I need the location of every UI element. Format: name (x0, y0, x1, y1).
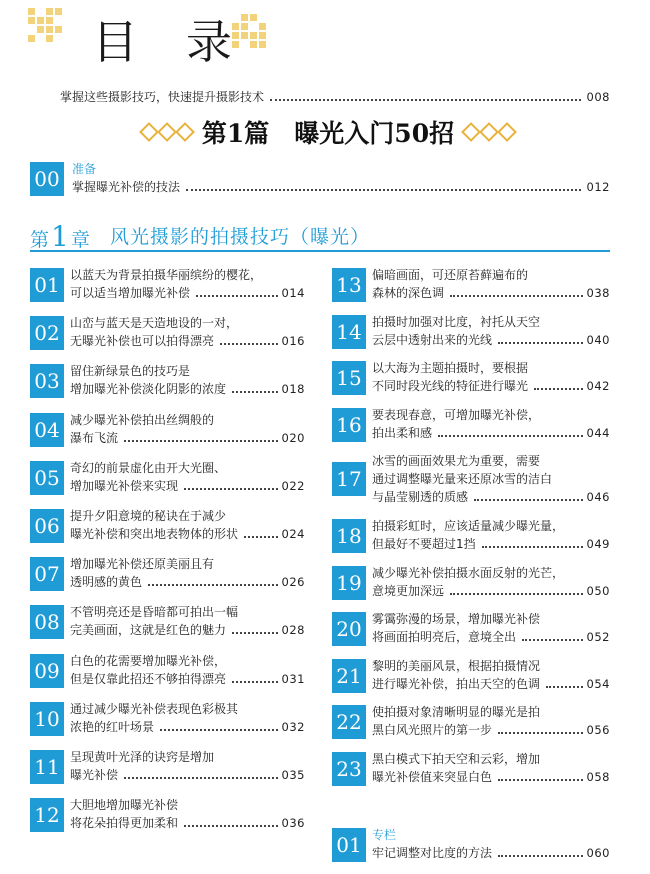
entry-number-badge: 18 (332, 519, 366, 553)
toc-entry[interactable] (30, 407, 305, 455)
toc-entry[interactable] (332, 402, 610, 450)
toc-entry[interactable] (30, 792, 305, 840)
toc-entry[interactable] (332, 262, 610, 310)
entry-page: 032 (281, 719, 305, 734)
entry-number-badge: 14 (332, 315, 366, 349)
entry-title-line1: 减少曝光补偿拍摄水面反射的光芒， (372, 565, 565, 580)
toc-entry[interactable] (30, 455, 305, 503)
prep-text: 掌握曝光补偿的技法 (72, 180, 181, 194)
entry-number-badge: 08 (30, 605, 64, 639)
entry-page: 035 (281, 768, 305, 782)
entry-number-badge: 20 (332, 612, 366, 646)
toc-entry[interactable] (332, 448, 610, 505)
entry-title-line1: 使拍摄对象清晰明显的曝光是拍 (372, 705, 541, 720)
toc-entry[interactable] (30, 744, 305, 792)
toc-intro-row[interactable] (60, 88, 610, 105)
dot-leader (438, 434, 583, 437)
column-page: 060 (586, 846, 610, 860)
entry-page: 050 (586, 583, 610, 598)
entry-title-line2: 曝光补偿和突出地表物体的形状 (70, 527, 239, 541)
entry-title-line2: 完美画面，这就是红色的魅力 (70, 623, 227, 638)
entry-title-line1: 提升夕阳意境的秘诀在于减少 (70, 509, 227, 523)
entry-title-line2: 透明感的黄色 (70, 575, 143, 590)
chapter-prefix: 第 (30, 229, 50, 251)
entry-title-line1: 黎明的美丽风景，根据拍摄情况 (372, 658, 541, 673)
entry-number-badge: 10 (30, 702, 64, 736)
entry-page: 020 (281, 430, 305, 445)
toc-entry[interactable] (332, 653, 610, 701)
prep-page: 012 (586, 180, 610, 194)
toc-entry[interactable] (30, 551, 305, 599)
toc-entry[interactable] (332, 746, 610, 794)
entry-title-line2: 可以适当增加曝光补偿 (70, 286, 191, 300)
dot-leader (450, 592, 583, 595)
entry-title-line2: 但最好不要超过1挡 (372, 537, 476, 551)
entry-title-line2: 增加曝光补偿来实现 (70, 478, 179, 493)
toc-entry[interactable] (332, 699, 610, 747)
entry-title-line2: 增加曝光补偿淡化阴影的浓度 (70, 382, 227, 397)
dot-leader (522, 638, 583, 641)
dot-leader (186, 188, 581, 191)
dot-leader (184, 487, 278, 490)
entry-title-line2: 将画面拍明亮后，意境全出 (372, 630, 517, 645)
column-number-badge: 01 (332, 828, 366, 862)
entry-title-line2: 无曝光补偿也可以拍得漂亮 (70, 334, 215, 349)
column-text: 牢记调整对比度的方法 (372, 846, 493, 860)
entry-title-line1: 要表现春意，可增加曝光补偿， (372, 407, 541, 422)
entry-title-line1: 呈现黄叶光泽的诀窍是增加 (70, 750, 215, 764)
entry-title-line2: 浓艳的红叶场景 (70, 719, 155, 734)
entry-page: 042 (586, 379, 610, 394)
dot-leader (196, 294, 278, 297)
chapter-heading (30, 216, 610, 252)
entry-page: 038 (586, 286, 610, 300)
entry-number-badge: 13 (332, 268, 366, 302)
dot-leader (270, 98, 581, 101)
entry-page: 046 (586, 490, 610, 505)
entry-page: 044 (586, 425, 610, 440)
entry-number-badge: 23 (332, 752, 366, 786)
entry-title-line2: 黑白风光照片的第一步 (372, 723, 493, 738)
entry-title-line2: 森林的深色调 (372, 286, 445, 300)
entry-number-badge: 12 (30, 798, 64, 832)
entry-number-badge: 21 (332, 659, 366, 693)
prep-number-badge: 00 (30, 162, 64, 196)
entry-page: 014 (281, 286, 305, 300)
entry-number-badge: 04 (30, 413, 64, 447)
diamond-ornament-right (462, 125, 516, 139)
entry-page: 040 (586, 332, 610, 347)
decor-squares-left (28, 8, 62, 42)
dot-leader (474, 498, 583, 501)
entry-title-line1: 留住新绿景色的技巧是 (70, 364, 191, 379)
toc-entry[interactable] (332, 309, 610, 357)
entry-page: 049 (586, 537, 610, 551)
chapter-suffix: 章 (70, 229, 90, 251)
entry-title-line1: 增加曝光补偿还原美丽且有 (70, 557, 215, 572)
dot-leader (498, 341, 583, 344)
toc-entry[interactable] (332, 606, 610, 654)
entry-title-line1: 冰雪的画面效果尤为重要，需要 (372, 454, 541, 469)
toc-entry[interactable] (30, 262, 305, 310)
entry-number-badge: 01 (30, 268, 64, 302)
entry-title-line1: 以大海为主题拍摄时，要根据 (372, 361, 529, 376)
dot-leader (160, 728, 278, 731)
entry-page: 052 (586, 630, 610, 645)
chapter-title: 风光摄影的拍摄技巧（曝光） (110, 226, 371, 248)
entry-title-line1: 山峦与蓝天是天造地设的一对， (70, 316, 239, 331)
prep-label: 准备 (72, 162, 97, 176)
column-label: 专栏 (372, 828, 397, 842)
entry-page: 054 (586, 676, 610, 691)
dot-leader (546, 685, 583, 688)
toc-entry[interactable] (332, 355, 610, 403)
dot-leader (184, 824, 278, 827)
dot-leader (148, 583, 278, 586)
toc-entry[interactable] (30, 648, 305, 696)
entry-page: 056 (586, 723, 610, 738)
dot-leader (244, 535, 278, 538)
entry-page: 031 (281, 671, 305, 686)
dot-leader (232, 680, 278, 683)
entry-page: 022 (281, 478, 305, 493)
diamond-ornament-left (140, 125, 194, 139)
entry-title-line1: 拍摄时加强对比度，衬托从天空 (372, 314, 541, 329)
toc-entry[interactable] (30, 599, 305, 647)
toc-entry[interactable] (30, 310, 305, 358)
entry-page: 018 (281, 382, 305, 397)
page-title: 目录 (92, 15, 280, 69)
entry-title-line2: 云层中透射出来的光线 (372, 332, 493, 347)
prep-entry-row[interactable] (72, 178, 610, 195)
entry-number-badge: 22 (332, 705, 366, 739)
entry-number-badge: 15 (332, 361, 366, 395)
entry-title-line2: 曝光补偿 (70, 768, 119, 782)
toc-entry[interactable] (30, 358, 305, 406)
entry-title-line1: 通过减少曝光补偿表现色彩极其 (70, 701, 239, 716)
entry-title-line1: 雾霭弥漫的场景，增加曝光补偿 (372, 612, 541, 627)
dot-leader (498, 731, 583, 734)
dot-leader (482, 545, 583, 548)
entry-title-line1: 以蓝天为背景拍摄华丽缤纷的樱花， (70, 268, 263, 282)
entry-number-badge: 03 (30, 364, 64, 398)
entry-title-line2: 将花朵拍得更加柔和 (70, 816, 179, 831)
dot-leader (232, 390, 278, 393)
entry-title-line2: 通过调整曝光量来还原冰雪的洁白 (372, 472, 553, 487)
entry-title-line1: 奇幻的前景虚化由开大光圈、 (70, 460, 227, 475)
entry-title-line2: 进行曝光补偿，拍出天空的色调 (372, 676, 541, 691)
entry-number-badge: 02 (30, 316, 64, 350)
dot-leader (124, 439, 278, 442)
entry-number-badge: 06 (30, 509, 64, 543)
entry-number-badge: 16 (332, 408, 366, 442)
entry-title-line2: 曝光补偿值来突显白色 (372, 770, 493, 784)
entry-number-badge: 07 (30, 557, 64, 591)
entry-title-line1: 大胆地增加曝光补偿 (70, 798, 179, 813)
entry-title-line2: 不同时段光线的特征进行曝光 (372, 379, 529, 394)
entry-title-line1: 白色的花需要增加曝光补偿， (70, 653, 227, 668)
entry-page: 026 (281, 575, 305, 590)
entry-page: 036 (281, 816, 305, 831)
entry-number-badge: 19 (332, 566, 366, 600)
intro-page: 008 (586, 90, 610, 104)
entry-title-line2: 意境更加深远 (372, 583, 445, 598)
part-title: 第1篇 曝光入门50招 (201, 119, 455, 148)
entry-number-badge: 17 (332, 462, 366, 496)
entry-number-badge: 11 (30, 750, 64, 784)
dot-leader (498, 854, 583, 857)
entry-page: 024 (281, 527, 305, 541)
entry-page: 058 (586, 770, 610, 784)
entry-title-line1: 黑白模式下拍天空和云彩，增加 (372, 752, 541, 766)
part-heading (108, 114, 548, 150)
dot-leader (534, 387, 583, 390)
entry-title-line3: 与晶莹剔透的质感 (372, 490, 469, 505)
dot-leader (498, 778, 583, 781)
column-entry[interactable] (332, 822, 610, 870)
entry-title-line1: 拍摄彩虹时，应该适量减少曝光量， (372, 519, 565, 533)
dot-leader (124, 776, 278, 779)
toc-entry[interactable] (30, 696, 305, 744)
entry-title-line1: 减少曝光补偿拍出丝绸般的 (70, 412, 215, 427)
entry-number-badge: 09 (30, 654, 64, 688)
dot-leader (232, 631, 278, 634)
entry-page: 016 (281, 334, 305, 349)
intro-text: 掌握这些摄影技巧，快速提升摄影技术 (60, 90, 265, 104)
toc-entry[interactable] (30, 503, 305, 551)
entry-page: 028 (281, 623, 305, 638)
entry-title-line1: 不管明亮还是昏暗都可拍出一幅 (70, 605, 239, 620)
entry-title-line2: 拍出柔和感 (372, 425, 433, 440)
toc-entry[interactable] (332, 513, 610, 561)
entry-title-line1: 偏暗画面，可还原苔藓遍布的 (372, 268, 529, 282)
toc-entry[interactable] (332, 560, 610, 608)
dot-leader (450, 294, 583, 297)
chapter-number: 1 (51, 220, 69, 253)
chapter-label (30, 220, 90, 253)
entry-title-line2: 瀑布飞流 (70, 430, 119, 445)
entry-number-badge: 05 (30, 461, 64, 495)
entry-title-line2: 但是仅靠此招还不够拍得漂亮 (70, 671, 227, 686)
dot-leader (220, 342, 278, 345)
